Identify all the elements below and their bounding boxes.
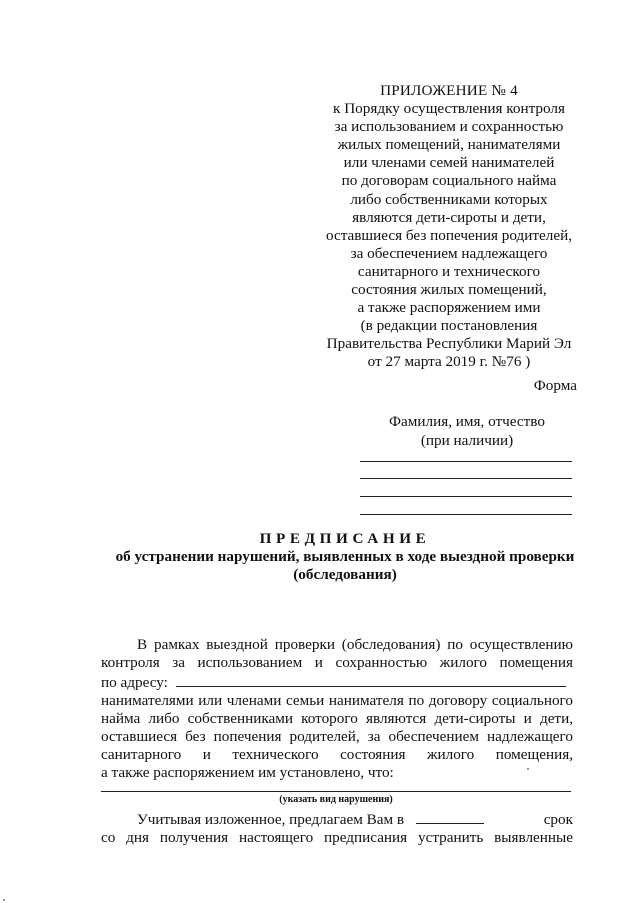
appendix-line: Правительства Республики Марий Эл bbox=[326, 335, 572, 353]
appendix-line: или членами семей нанимателей bbox=[343, 154, 555, 172]
recipient-label: Фамилия, имя, отчество bbox=[389, 413, 545, 430]
body-paragraph-2 bbox=[101, 809, 573, 847]
deadline-line bbox=[101, 809, 573, 829]
title-main: ПРЕДПИСАНИЕ bbox=[259, 530, 431, 547]
body-line: а также распоряжением им установлено, что: bbox=[101, 764, 394, 781]
deadline-text: Учитывая изложенное, предлагаем Вам в bbox=[137, 811, 405, 828]
document-title bbox=[60, 530, 630, 584]
appendix-line: (в редакции постановления bbox=[360, 317, 538, 335]
appendix-line: по договорам социального найма bbox=[341, 172, 557, 190]
appendix-title: ПРИЛОЖЕНИЕ № 4 bbox=[380, 82, 518, 99]
deadline-unit: срок bbox=[543, 811, 573, 828]
body-line: со дня получения настоящего предписания устранить выявленные bbox=[101, 829, 573, 846]
appendix-line: либо собственниками которых bbox=[350, 190, 548, 208]
body-line: нанимателями или членами семьи нанимателя по договору социального bbox=[101, 692, 573, 709]
appendix-header bbox=[318, 82, 580, 372]
recipient-name-line[interactable] bbox=[360, 514, 572, 515]
address-label: по адресу: bbox=[101, 674, 168, 691]
scan-speck bbox=[527, 768, 529, 770]
appendix-line: к Порядку осуществления контроля bbox=[333, 100, 565, 118]
body-paragraph-1 bbox=[101, 636, 573, 782]
appendix-line: за обеспечением надлежащего bbox=[350, 244, 548, 262]
body-line: найма либо собственниками которого являются дети-сироты и дети, bbox=[101, 710, 573, 727]
recipient-name-line[interactable] bbox=[360, 496, 572, 497]
appendix-line: санитарного и технического bbox=[357, 262, 541, 280]
body-line: В рамках выездной проверки (обследования) по осуществлению bbox=[137, 636, 573, 653]
appendix-line: жилых помещений, нанимателями bbox=[337, 136, 561, 154]
scan-speck bbox=[3, 899, 5, 901]
deadline-field[interactable] bbox=[416, 809, 484, 824]
violation-note: (указать вид нарушения) bbox=[279, 794, 393, 805]
appendix-date-line: от 27 марта 2019 г. №76 ) bbox=[367, 353, 531, 371]
body-line: контроля за использованием и сохранностью жилого помещения bbox=[101, 654, 573, 671]
recipient-name-line[interactable] bbox=[360, 478, 572, 479]
body-line: оставшиеся без попечения родителей, за обеспечением надлежащего bbox=[101, 728, 573, 745]
address-field[interactable] bbox=[176, 672, 566, 687]
body-line: санитарного и технического состояния жилого помещения, bbox=[101, 746, 573, 763]
violation-field[interactable] bbox=[101, 791, 571, 792]
title-subtitle: об устранении нарушений, выявленных в ходе выездной проверки bbox=[115, 548, 575, 565]
appendix-line: оставшиеся без попечения родителей, bbox=[325, 226, 573, 244]
recipient-name-line[interactable] bbox=[360, 461, 572, 462]
recipient-sublabel: (при наличии) bbox=[420, 431, 514, 449]
appendix-line: а также распоряжением ими bbox=[357, 299, 541, 317]
address-line bbox=[101, 672, 573, 692]
appendix-line: за использованием и сохранностью bbox=[334, 118, 564, 136]
title-subtitle-2: (обследования) bbox=[293, 566, 397, 583]
appendix-line: являются дети-сироты и дети, bbox=[352, 208, 546, 226]
appendix-line: состояния жилых помещений, bbox=[351, 281, 547, 299]
recipient-block bbox=[360, 413, 574, 450]
form-label: Форма bbox=[533, 377, 577, 394]
